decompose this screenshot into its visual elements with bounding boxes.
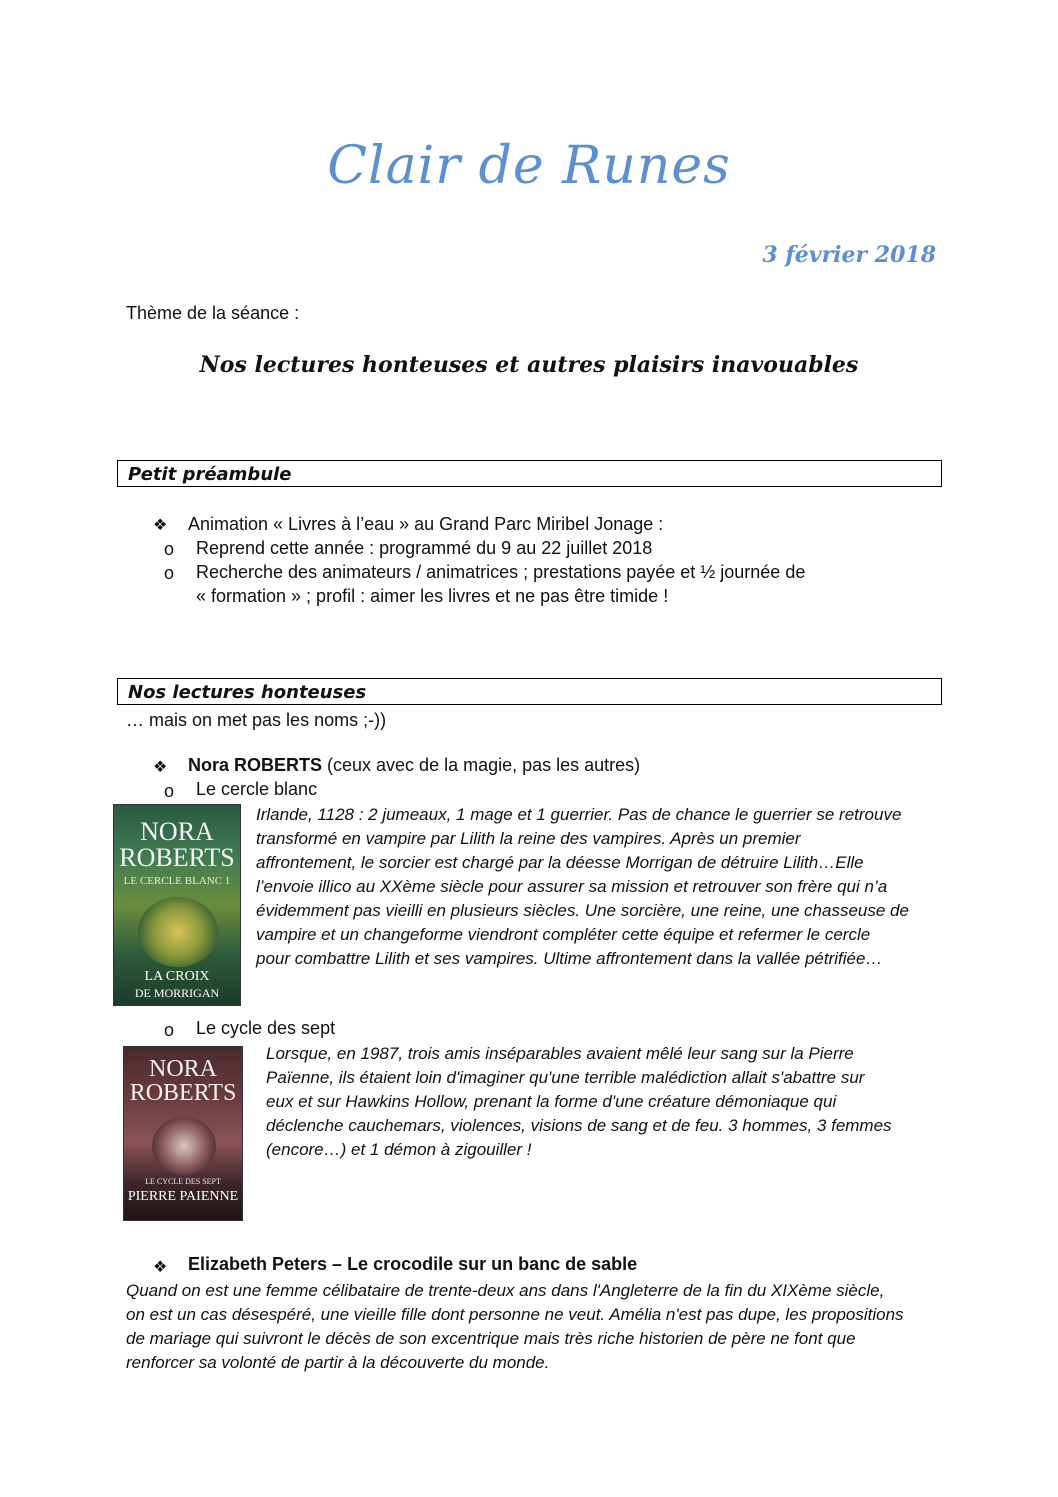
section-heading-preambule — [117, 460, 942, 487]
theme-label: Thème de la séance : — [126, 303, 300, 323]
sub-bullet-text: Recherche des animateurs / animatrices ; prestations payée et ½ journée de — [196, 562, 806, 582]
section-heading-text: Petit préambule — [128, 464, 292, 485]
summary-crocodile: Quand on est une femme célibataire de trente-deux ans dans l'Angleterre de la fin du XIXème siècle, on est un cas désespéré, une vieille fille dont personne ne veut. Amélia n'est pas dupe, les propositions de mariage qui suivront le décès de son excentrique mais très riche historien de père ne font que renforcer sa volonté de partir à la découverte du monde. — [126, 1281, 904, 1372]
sub-bullet-marker: o — [164, 781, 175, 801]
author-name: Nora ROBERTS — [188, 755, 323, 775]
book-cover-croix-de-morrigan: NORA ROBERTS LE CERCLE BLANC 1 LA CROIX DE MORRIGAN — [113, 804, 241, 1006]
series-title: Le cycle des sept — [196, 1018, 336, 1038]
author-note: (ceux avec de la magie, pas les autres) — [322, 755, 641, 775]
diamond-bullet-icon: ❖ — [153, 1259, 168, 1276]
summary-cercle-blanc: Irlande, 1128 : 2 jumeaux, 1 mage et 1 guerrier. Pas de chance le guerrier se retrouve transformé en vampire par Lilith la reine des vampires. Après un premier affrontement, le sorcier est chargé par la déesse Morrigan de détruire Lilith…Elle l’envoie illico au XXème siècle pour assurer sa mission et retrouver son frère qui n’a évidemment pas vieilli en plusieurs siècles. Une sorcière, une reine, une chasseuse de vampire et un changeforme viendront compléter cette équipe et refermer le cercle pour combattre Lilith et ses vampires. Ultime affrontement dans la vallée pétrifiée… — [256, 805, 909, 968]
cover-art — [152, 1117, 216, 1175]
book-cover-pierre-paienne: NORA ROBERTS LE CYCLE DES SEPT PIERRE PAIENNE — [123, 1046, 243, 1221]
sub-bullet-marker: o — [164, 539, 175, 559]
sub-bullet-marker: o — [164, 563, 175, 583]
series-title: Le cercle blanc — [196, 779, 318, 799]
theme-title: Nos lectures honteuses et autres plaisirs inavouables — [199, 352, 859, 378]
author-nora-roberts — [188, 755, 640, 776]
summary-cycle-des-sept: Lorsque, en 1987, trois amis inséparables avaient mêlé leur sang sur la Pierre Païenne, ils étaient loin d'imaginer qu'une terrible malédiction allait s'abattre sur eux et sur Hawkins Hollow, prenant la forme d'une créature démoniaque qui déclenche cauchemars, violences, visions de sang et de feu. 3 hommes, 3 femmes (encore…) et 1 démon à zigouiller ! — [266, 1044, 892, 1159]
bullet-animation: Animation « Livres à l’eau » au Grand Parc Miribel Jonage : — [188, 514, 664, 534]
sub-bullet-marker: o — [164, 1020, 175, 1040]
sub-bullet-text: Reprend cette année : programmé du 9 au 22 juillet 2018 — [196, 538, 653, 558]
section-intro: … mais on met pas les noms ;-)) — [126, 710, 387, 730]
session-date: 3 février 2018 — [762, 242, 936, 268]
author-elizabeth-peters: Elizabeth Peters – Le crocodile sur un banc de sable — [188, 1254, 638, 1274]
section-heading-text: Nos lectures honteuses — [128, 682, 367, 703]
diamond-bullet-icon: ❖ — [153, 759, 168, 776]
section-heading-lectures — [117, 678, 942, 705]
document-title: Clair de Runes — [327, 136, 731, 196]
sub-bullet-text: « formation » ; profil : aimer les livres et ne pas être timide ! — [196, 586, 669, 606]
diamond-bullet-icon: ❖ — [153, 517, 168, 534]
cover-art — [138, 897, 218, 967]
